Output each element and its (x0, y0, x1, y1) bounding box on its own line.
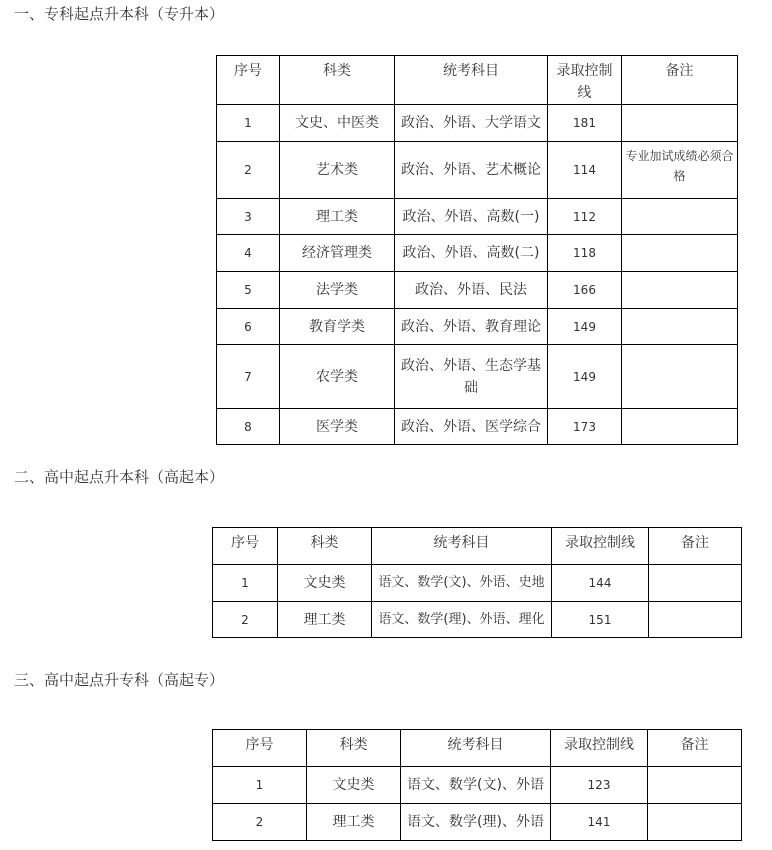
cell-no: 3 (217, 199, 280, 235)
table-row (213, 767, 742, 804)
cell-note (622, 105, 738, 142)
table-row (213, 804, 742, 841)
cell-note (649, 565, 742, 602)
cell-no: 6 (217, 309, 280, 345)
cell-subjects: 政治、外语、生态学基础 (395, 345, 548, 409)
table-row (217, 345, 738, 409)
cell-subjects: 政治、外语、民法 (395, 272, 548, 309)
cell-no: 5 (217, 272, 280, 309)
header-cell: 统考科目 (401, 730, 551, 767)
table-row (217, 105, 738, 142)
table-row (217, 142, 738, 199)
table-row (217, 309, 738, 345)
cell-score: 173 (548, 409, 622, 445)
header-cell: 录取控制线 (548, 56, 622, 105)
cell-subjects: 政治、外语、高数(一) (395, 199, 548, 235)
cell-subjects: 语文、数学(文)、外语、史地 (372, 565, 552, 602)
cell-category: 文史类 (307, 767, 401, 804)
table-row (213, 602, 742, 638)
cell-no: 8 (217, 409, 280, 445)
header-cell: 科类 (278, 528, 372, 565)
cell-score: 118 (548, 235, 622, 272)
cell-no: 2 (213, 602, 278, 638)
cell-no: 4 (217, 235, 280, 272)
cell-note (622, 345, 738, 409)
header-cell: 录取控制线 (551, 730, 648, 767)
cell-no: 7 (217, 345, 280, 409)
cell-subjects: 语文、数学(文)、外语 (401, 767, 551, 804)
cell-category: 经济管理类 (280, 235, 395, 272)
header-cell: 录取控制线 (552, 528, 649, 565)
table-row (217, 199, 738, 235)
cell-no: 1 (217, 105, 280, 142)
header-cell: 序号 (217, 56, 280, 105)
cell-score: 181 (548, 105, 622, 142)
table-header-row (213, 730, 742, 767)
cell-no: 2 (217, 142, 280, 199)
cell-category: 理工类 (278, 602, 372, 638)
header-cell: 序号 (213, 528, 278, 565)
cell-note (622, 272, 738, 309)
table-row (217, 235, 738, 272)
cell-no: 1 (213, 565, 278, 602)
cell-note (622, 199, 738, 235)
header-cell: 备注 (622, 56, 738, 105)
cell-subjects: 政治、外语、高数(二) (395, 235, 548, 272)
cell-category: 艺术类 (280, 142, 395, 199)
cell-subjects: 政治、外语、大学语文 (395, 105, 548, 142)
cell-note: 专业加试成绩必须合格 (622, 142, 738, 199)
cell-score: 151 (552, 602, 649, 638)
section-1-heading: 一、专科起点升本科（专升本） (14, 5, 225, 23)
cell-note (622, 409, 738, 445)
cell-note (649, 602, 742, 638)
cell-score: 149 (548, 345, 622, 409)
cell-category: 教育学类 (280, 309, 395, 345)
header-cell: 备注 (649, 528, 742, 565)
section-2-heading: 二、高中起点升本科（高起本） (14, 468, 225, 486)
cell-subjects: 政治、外语、教育理论 (395, 309, 548, 345)
cell-no: 1 (213, 767, 307, 804)
cell-score: 166 (548, 272, 622, 309)
cell-category: 文史类 (278, 565, 372, 602)
header-cell: 统考科目 (372, 528, 552, 565)
header-cell: 科类 (280, 56, 395, 105)
table-header-row (213, 528, 742, 565)
cell-score: 144 (552, 565, 649, 602)
header-cell: 统考科目 (395, 56, 548, 105)
cell-score: 141 (551, 804, 648, 841)
cell-no: 2 (213, 804, 307, 841)
header-cell: 序号 (213, 730, 307, 767)
header-cell: 备注 (648, 730, 742, 767)
cell-category: 法学类 (280, 272, 395, 309)
cell-category: 医学类 (280, 409, 395, 445)
table-gaoqiben (212, 527, 742, 638)
cell-note (622, 235, 738, 272)
cell-category: 理工类 (280, 199, 395, 235)
cell-score: 112 (548, 199, 622, 235)
cell-subjects: 政治、外语、医学综合 (395, 409, 548, 445)
cell-note (648, 804, 742, 841)
table-row (217, 409, 738, 445)
cell-subjects: 语文、数学(理)、外语、理化 (372, 602, 552, 638)
cell-category: 农学类 (280, 345, 395, 409)
table-row (217, 272, 738, 309)
cell-subjects: 政治、外语、艺术概论 (395, 142, 548, 199)
cell-category: 理工类 (307, 804, 401, 841)
cell-score: 114 (548, 142, 622, 199)
table-gaoqizhuan (212, 729, 742, 841)
cell-category: 文史、中医类 (280, 105, 395, 142)
cell-note (648, 767, 742, 804)
table-zhuanshengben (216, 55, 738, 445)
cell-note (622, 309, 738, 345)
header-cell: 科类 (307, 730, 401, 767)
section-3-heading: 三、高中起点升专科（高起专） (14, 671, 225, 689)
cell-score: 123 (551, 767, 648, 804)
cell-subjects: 语文、数学(理)、外语 (401, 804, 551, 841)
table-header-row (217, 56, 738, 105)
cell-score: 149 (548, 309, 622, 345)
table-row (213, 565, 742, 602)
